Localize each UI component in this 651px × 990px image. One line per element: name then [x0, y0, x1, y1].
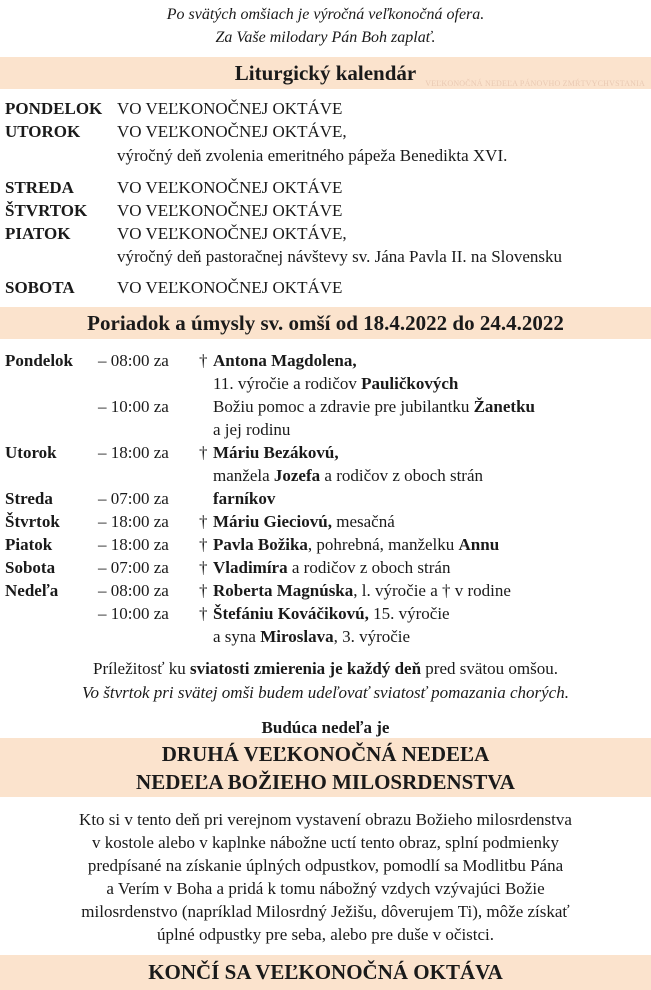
- mass-time: – 10:00 za: [98, 397, 169, 416]
- calendar-day: STREDA: [5, 178, 74, 197]
- mass-intention: [213, 556, 450, 579]
- masses-title: Poriadok a úmysly sv. omší od 18.4.2022 do 24.4.2022: [87, 311, 564, 335]
- calendar-heading-band: [0, 57, 651, 89]
- confession-text-c: pred svätou omšou.: [421, 659, 558, 678]
- cross-icon: †: [199, 558, 208, 577]
- calendar-ghost-text: VEĽKONOČNÁ NEDEĽA PÁNOVHO ZMŔTVYCHVSTANIA: [425, 79, 645, 88]
- next-sunday-band: [0, 738, 651, 797]
- intention-text: manžela: [213, 466, 274, 485]
- masses-heading-band: [0, 307, 651, 339]
- mass-time: – 07:00 za: [98, 558, 169, 577]
- calendar-entry: VO VEĽKONOČNEJ OKTÁVE,: [117, 224, 347, 243]
- intention-name: Vladimíra: [213, 558, 288, 577]
- paragraph-line: Kto si v tento deň pri verejnom vystavení obrazu Božieho milosrdenstva: [79, 810, 572, 829]
- mass-day: Sobota: [5, 558, 56, 577]
- mass-time: – 18:00 za: [98, 535, 169, 554]
- intention-name: Jozefa: [273, 466, 321, 485]
- footer-title: KONČÍ SA VEĽKONOČNÁ OKTÁVA: [148, 960, 503, 984]
- cross-icon: †: [199, 351, 208, 370]
- mass-intention: [213, 395, 535, 418]
- confession-text-a: Príležitosť ku: [93, 659, 190, 678]
- mass-day: Štvrtok: [5, 512, 60, 531]
- intention-text: , l. výročie a † v rodine: [353, 581, 511, 600]
- next-sunday-lead: Budúca nedeľa je: [261, 718, 390, 737]
- calendar-day: ŠTVRTOK: [5, 201, 88, 220]
- intro-line-1: Po svätých omšiach je výročná veľkonočná ofera.: [166, 6, 485, 23]
- cross-icon: †: [199, 581, 208, 600]
- mass-intention: [213, 441, 339, 464]
- intention-text: a rodičov z oboch strán: [320, 466, 484, 485]
- mass-time: – 07:00 za: [98, 489, 169, 508]
- intention-text: a rodičov z oboch strán: [287, 558, 451, 577]
- next-sunday-title-1: DRUHÁ VEĽKONOČNÁ NEDEĽA: [161, 742, 490, 766]
- mass-intention: [213, 625, 410, 648]
- mass-time: – 08:00 za: [98, 581, 169, 600]
- calendar-day: UTOROK: [5, 122, 81, 141]
- intention-text: Božiu pomoc a zdravie pre jubilantku: [213, 397, 474, 416]
- calendar-entry: VO VEĽKONOČNEJ OKTÁVE: [117, 99, 343, 118]
- calendar-note: výročný deň zvolenia emeritného pápeža Benedikta XVI.: [117, 146, 508, 165]
- intention-name: Annu: [458, 535, 500, 554]
- intention-text: 11. výročie a rodičov: [213, 374, 362, 393]
- intention-text: , 3. výročie: [333, 627, 411, 646]
- intention-text: , pohrebná, manželku: [307, 535, 459, 554]
- mass-day: Piatok: [5, 535, 53, 554]
- calendar-note: výročný deň pastoračnej návštevy sv. Jána Pavla II. na Slovensku: [117, 247, 563, 266]
- intention-name: Antona Magdolena,: [213, 351, 357, 370]
- mass-day: Nedeľa: [5, 581, 59, 600]
- calendar-entry: VO VEĽKONOČNEJ OKTÁVE,: [117, 122, 347, 141]
- mass-time: – 10:00 za: [98, 604, 169, 623]
- mass-time: – 18:00 za: [98, 512, 169, 531]
- cross-icon: †: [199, 535, 208, 554]
- cross-icon: †: [199, 443, 208, 462]
- mass-intention: [213, 579, 511, 602]
- calendar-day: PONDELOK: [5, 99, 103, 118]
- intention-text: a syna: [213, 627, 261, 646]
- mass-day: Streda: [5, 489, 53, 508]
- mass-intention: [213, 487, 275, 510]
- mass-intention: [213, 418, 290, 441]
- mass-intention: [213, 510, 395, 533]
- intro-line-2: Za Vaše milodary Pán Boh zaplať.: [215, 29, 436, 46]
- calendar-entry: VO VEĽKONOČNEJ OKTÁVE: [117, 278, 343, 297]
- confession-line: [0, 657, 651, 680]
- cross-icon: †: [199, 512, 208, 531]
- footer-band: [0, 955, 651, 990]
- intention-name: Máriu Bezákovú,: [213, 443, 339, 462]
- calendar-day: PIATOK: [5, 224, 71, 243]
- calendar-entry: VO VEĽKONOČNEJ OKTÁVE: [117, 201, 343, 220]
- intention-text: a jej rodinu: [213, 420, 291, 439]
- mass-day: Pondelok: [5, 351, 74, 370]
- confession-text-b: sviatosti zmierenia je každý deň: [189, 659, 422, 678]
- mass-time: – 08:00 za: [98, 351, 169, 370]
- intention-name: Máriu Gieciovú,: [213, 512, 332, 531]
- mass-intention: [213, 464, 483, 487]
- intention-name: farníkov: [213, 489, 276, 508]
- intention-name: Miroslava: [260, 627, 334, 646]
- mass-intention: [213, 602, 450, 625]
- mass-intention: [213, 372, 458, 395]
- intention-name: Pavla Božika: [213, 535, 308, 554]
- mass-intention: [213, 533, 499, 556]
- calendar-entry: VO VEĽKONOČNEJ OKTÁVE: [117, 178, 343, 197]
- calendar-title: Liturgický kalendár: [234, 61, 417, 85]
- intention-text: mesačná: [331, 512, 395, 531]
- calendar-day: SOBOTA: [5, 278, 75, 297]
- next-sunday-title-2: NEDEĽA BOŽIEHO MILOSRDENSTVA: [136, 770, 515, 794]
- paragraph-line: predpísané na získanie úplných odpustkov, pomodlí sa Modlitbu Pána: [87, 856, 564, 875]
- mass-time: – 18:00 za: [98, 443, 169, 462]
- intention-name: Žanetku: [473, 397, 536, 416]
- anointing-line: Vo štvrtok pri svätej omši budem udeľovať sviatosť pomazania chorých.: [82, 683, 569, 702]
- paragraph-line: v kostole alebo v kaplnke nábožne uctí tento obraz, splní podmienky: [92, 833, 559, 852]
- paragraph-line: milosrdenstvo (napríklad Milosrdný Ježišu, dôverujem Ti), môže získať: [81, 902, 570, 921]
- cross-icon: †: [199, 604, 208, 623]
- mass-day: Utorok: [5, 443, 57, 462]
- paragraph-line: a Verím v Boha a pridá k tomu nábožný vzdych vzývajúci Božie: [106, 879, 545, 898]
- intention-text: 15. výročie: [368, 604, 450, 623]
- intention-name: Pauličkových: [361, 374, 459, 393]
- paragraph-line: úplné odpustky pre seba, alebo pre duše v očistci.: [156, 925, 495, 944]
- intention-name: Roberta Magnúska: [213, 581, 354, 600]
- mass-intention: [213, 349, 357, 372]
- intention-name: Štefániu Kováčikovú,: [213, 604, 369, 623]
